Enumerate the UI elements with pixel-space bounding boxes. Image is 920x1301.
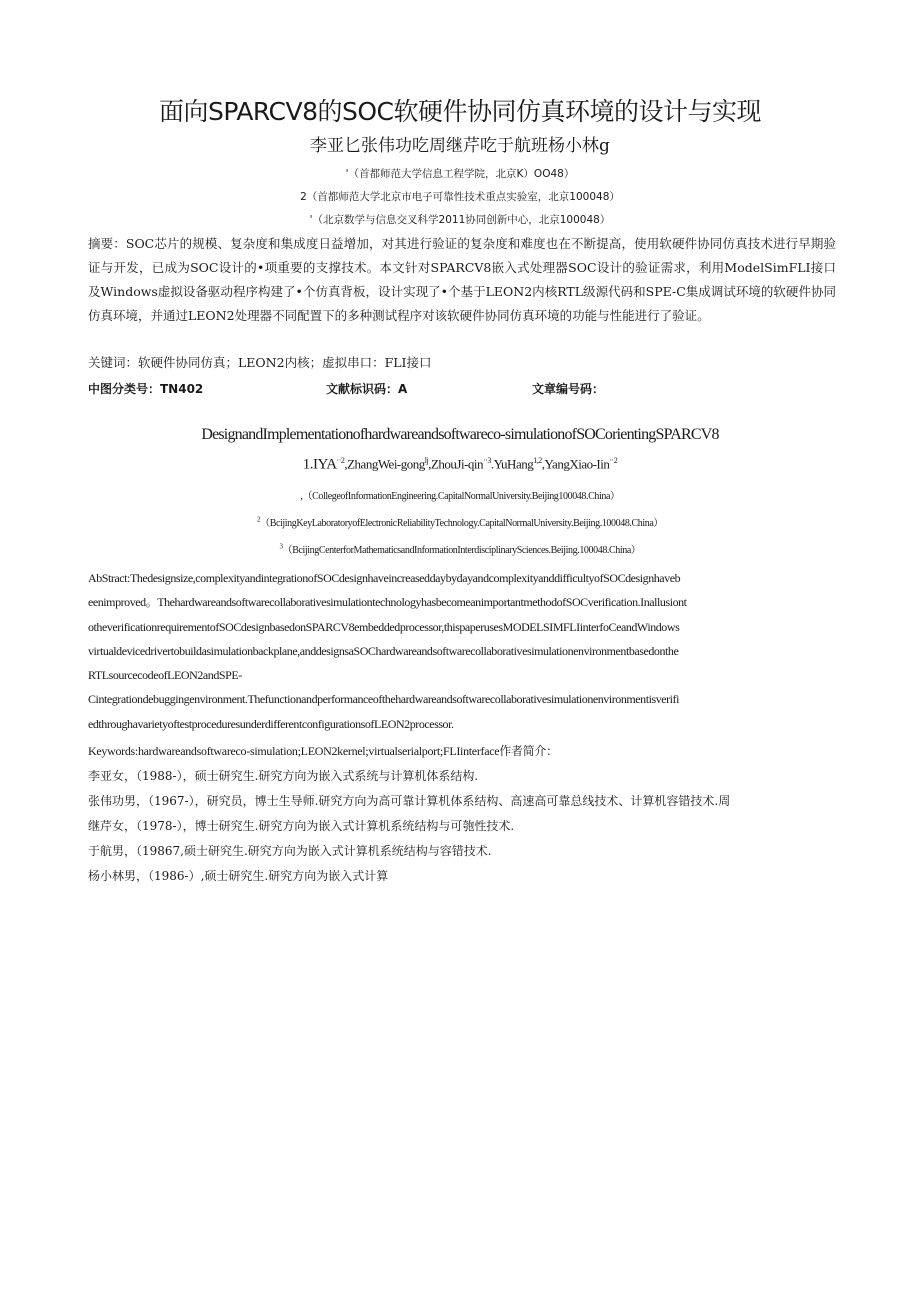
affiliation-en-1 — [60, 487, 860, 502]
author-bio-2: 张伟功男，（1967-），研究员，博士生导师.研究方向为高可靠计算机体系结构、高速高可靠总线技术、计算机容错技术.周 — [88, 794, 731, 808]
affiliation-en-2 — [60, 514, 860, 529]
author-bio-4: 于航男，（19867,硕士研究生.研究方向为嵌入式计算机系统结构与容错技术. — [88, 844, 492, 858]
abstract-en-line: otheverificationrequirementofSOCdesignbasedonSPARCV8embeddedprocessor,thispaperusesMODELSIMFLIinterfoCeandWindows — [88, 619, 680, 634]
abstract-en — [88, 566, 836, 736]
affiliation-en-3-mark: 3 — [279, 542, 283, 551]
affiliation-en-3-text: （BcijingCenterforMathematicsandInformationInterdisciplinarySciences.Beijing.100048.China） — [282, 545, 641, 556]
abstract-en-line: edthroughavarietyoftestproceduresunderdifferentconfigurationsofLEON2processor. — [88, 716, 454, 731]
author-en-1: 1.IYA — [302, 456, 337, 473]
author-en-2-mark: lj — [424, 456, 429, 465]
article-number: 文章编号码： — [532, 382, 605, 396]
author-en-2: ,ZhangWei-gong — [344, 456, 425, 472]
author-bio-1: 李亚女，（1988-），硕士研究生.研究方向为嵌入式系统与计算机体系结构. — [88, 769, 479, 783]
author-en-4: .YuHang — [490, 456, 534, 472]
author-en-4-mark: 1,2 — [533, 456, 542, 465]
affiliation-cn-3: '（北京数学与信息交叉科学2011协同创新中心，北京100048） — [309, 214, 611, 226]
authors-en — [60, 456, 860, 473]
author-en-1-mark: ··2 — [336, 456, 345, 465]
affiliation-en-1-mark: , — [300, 491, 303, 502]
paper-title-en: DesignandImplementationofhardwareandsoftwareco-simulationofSOCorientingSPARCV8 — [201, 426, 719, 443]
authors-cn: 李亚匕张伟功吃周继芹吃于航班杨小林g — [310, 136, 610, 156]
affiliation-en-3 — [60, 541, 860, 556]
author-en-3: ,ZhouJi-qin — [428, 456, 484, 472]
affiliation-en-1-text: （CollegeofInformationEngineering.CapitalNormalUniversity.Beijing100048.China） — [302, 491, 620, 502]
keywords-cn: 关键词：软硬件协同仿真；LEON2内核；虚拟串口：FLI接口 — [88, 355, 432, 370]
document-code: 文献标识码：A — [326, 382, 408, 396]
author-bio-3: 继芹女，（1978-），博士研究生.研究方向为嵌入式计算机系统结构与可匏性技术. — [88, 819, 515, 833]
abstract-en-line: eenimproved。ThehardwareandsoftwarecollaborativesimulationtechnologyhasbecomeanimportantmethodofSOCverification.Inallusiont — [88, 595, 687, 610]
clc-number: 中图分类号：TN402 — [88, 382, 204, 396]
author-en-5: ,YangXiao-Iin — [541, 456, 610, 472]
affiliation-cn-1: '（首都师范大学信息工程学院，北京K）OO48） — [345, 168, 575, 180]
affiliation-en-2-mark: 2 — [256, 515, 261, 524]
affiliation-en-2-text: （BcijingKeyLaboratoryofElectronicReliabilityTechnology.CapitalNormalUniversity.Beijing.100048.China） — [260, 518, 663, 529]
abstract-en-line: RTLsourcecodeofLEON2andSPE- — [88, 668, 242, 683]
abstract-en-line: virtualdevicedrivertobuildasimulationbackplane,anddesignsaSOChardwareandsoftwarecollaborativesimulationenvironmentbasedonthe — [88, 643, 679, 658]
affiliation-cn-2: 2（首都师范大学北京市电子可靠性技术重点实验室，北京100048） — [300, 191, 620, 203]
abstract-cn: 摘要：SOC芯片的规模、复杂度和集成度日益增加，对其进行验证的复杂度和难度也在不断提高，使用软硬件协同仿真技术进行早期验证与开发，已成为SOC设计的•项重要的支撑技术。本文针对SPARCV8嵌入式处理器SOC设计的验证需求，利用ModelSimFLI接口及Windows虚拟设备驱动程序构建了•个仿真背板，设计实现了•个基于LEON2内核RTL级源代码和SPE-C集成调试环境的软硬件协同仿真环境，并通过LEON2处理器不同配置下的多种测试程序对该软硬件协同仿真环境的功能与性能进行了验证。 — [88, 236, 836, 323]
author-en-3-mark: ··3 — [483, 456, 491, 465]
author-en-5-mark: ··2 — [609, 456, 618, 465]
keywords-en-and-bio-heading: Keywords:hardwareandsoftwareco-simulation;LEON2kernel;virtualserialport;FLIinterface作者简介： — [88, 744, 558, 758]
author-bio-5: 杨小林男，（1986-）,硕士研究生.研究方向为嵌入式计算 — [88, 869, 389, 883]
abstract-en-line: AbStract:Thedesignsize,complexityandintegrationofSOCdesignhaveincreaseddaybydayandcomplexityanddifficultyofSOCdesignhaveb — [88, 571, 681, 585]
paper-title-cn: 面向SPARCV8的SOC软硬件协同仿真环境的设计与实现 — [158, 97, 762, 126]
abstract-en-line: Cintegrationdebuggingenvironment.Thefunctionandperformanceofthehardwareandsoftwarecollaborativesimulationenvironmentisverifi — [88, 692, 679, 707]
